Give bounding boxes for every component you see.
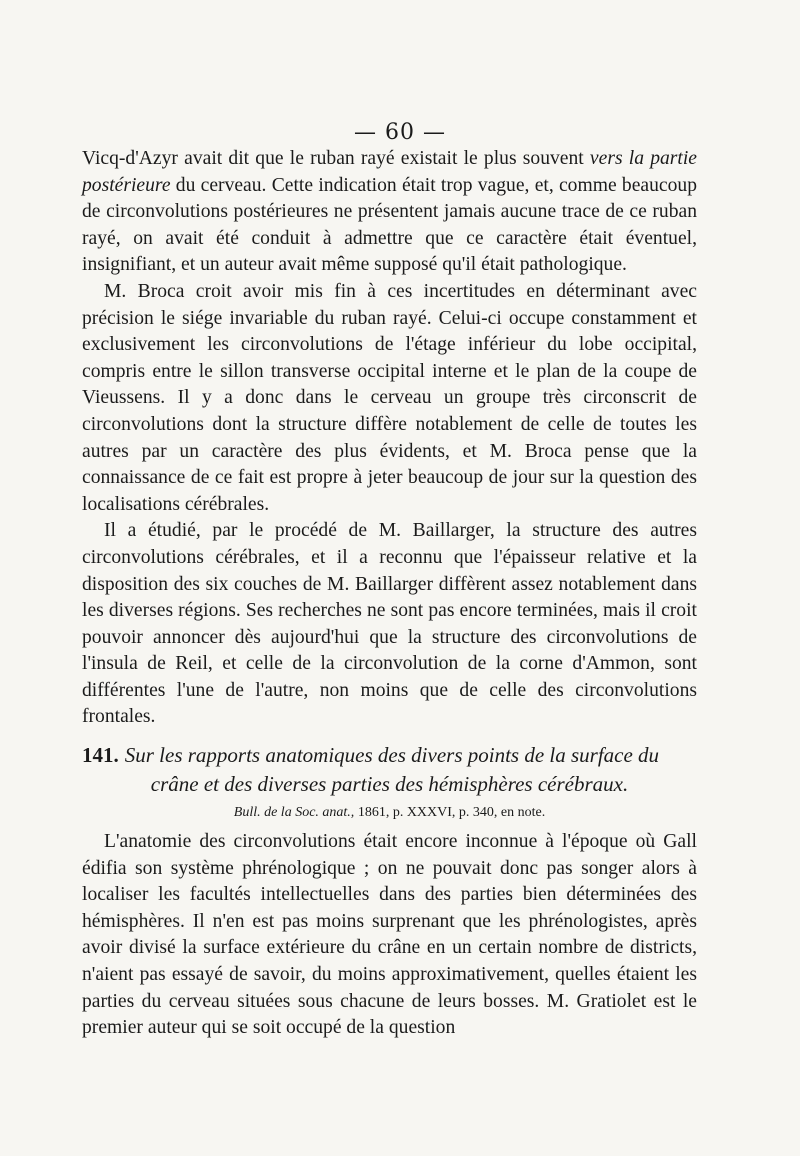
page-number: — 60 — xyxy=(354,120,446,145)
paragraph-1-intro: Vicq-d'Azyr avait dit que le ruban rayé existait le plus souvent xyxy=(82,148,590,169)
paragraph-3: Il a étudié, par le procédé de M. Baillarger, la structure des autres circonvolutions cérébrales, et il a reconnu que l'épaisseur relative et la disposition des six couches de M. Baillarger diffèrent assez notablement dans les diverses régions. Ses recherches ne sont pas encore terminées, mais il croit pouvoir annoncer dès aujourd'hui que la structure des circonvolutions de l'insula de Reil, et celle de la circonvolution de la corne d'Ammon, sont différentes l'une de l'autre, non moins que de celle des circonvolutions frontales. xyxy=(82,520,697,728)
section-number: 141. xyxy=(82,743,119,768)
paragraph-2: M. Broca croit avoir mis fin à ces incertitudes en déterminant avec précision le siége invariable du ruban rayé. Celui-ci occupe constamment et exclusivement les circonvolutions de l'étage inférieur du lobe occipital, compris entre le sillon transverse occipital interne et le plan de la coupe de Vieussens. Il y a donc dans le cerveau un groupe très circonscrit de circonvolutions dont la structure diffère notablement de celle de toutes les autres par un caractère des plus évidents, et M. Broca pense que la connaissance de ce fait est propre à jeter beaucoup de jour sur la question des localisations cérébrales. xyxy=(82,280,697,515)
paragraph-1 xyxy=(82,146,697,279)
paragraph-4: L'anatomie des circonvolutions était encore inconnue à l'époque où Gall édifia son système phrénologique ; on ne pouvait donc pas songer alors à localiser les facultés intellectuelles dans des parties bien déterminées des hémisphères. Il n'en est pas moins surprenant que les phrénologistes, après avoir divisé la surface extérieure du crâne en un certain nombre de districts, n'aient pas essayé de savoir, du moins approximativement, quelles étaient les parties du cerveau situées sous chacune de leurs bosses. M. Gratiolet est le premier auteur qui se soit occupé de la question xyxy=(82,831,697,1039)
paragraph-1-rest: du cerveau. Cette indication était trop vague, et, comme beaucoup de circonvolutions postérieures ne présentent jamais aucune trace de ce ruban rayé, on avait été conduit à admettre que ce caractère était éventuel, insignifiant, et un auteur avait même supposé qu'il était pathologique. xyxy=(82,174,697,276)
section-title-line1: Sur les rapports anatomiques des divers points de la surface du xyxy=(124,743,660,768)
reference-details: 1861, p. XXXVI, p. 340, en note. xyxy=(354,805,546,821)
section-heading xyxy=(82,741,697,799)
reference-source: Bull. de la Soc. anat., xyxy=(233,805,355,821)
section-title-line2: crâne et des diverses parties des hémisphères cérébraux. xyxy=(150,772,629,797)
body-text xyxy=(82,146,697,1042)
paragraph-1-italic: vers la partie postérieure xyxy=(82,148,697,196)
section-reference xyxy=(82,803,697,823)
